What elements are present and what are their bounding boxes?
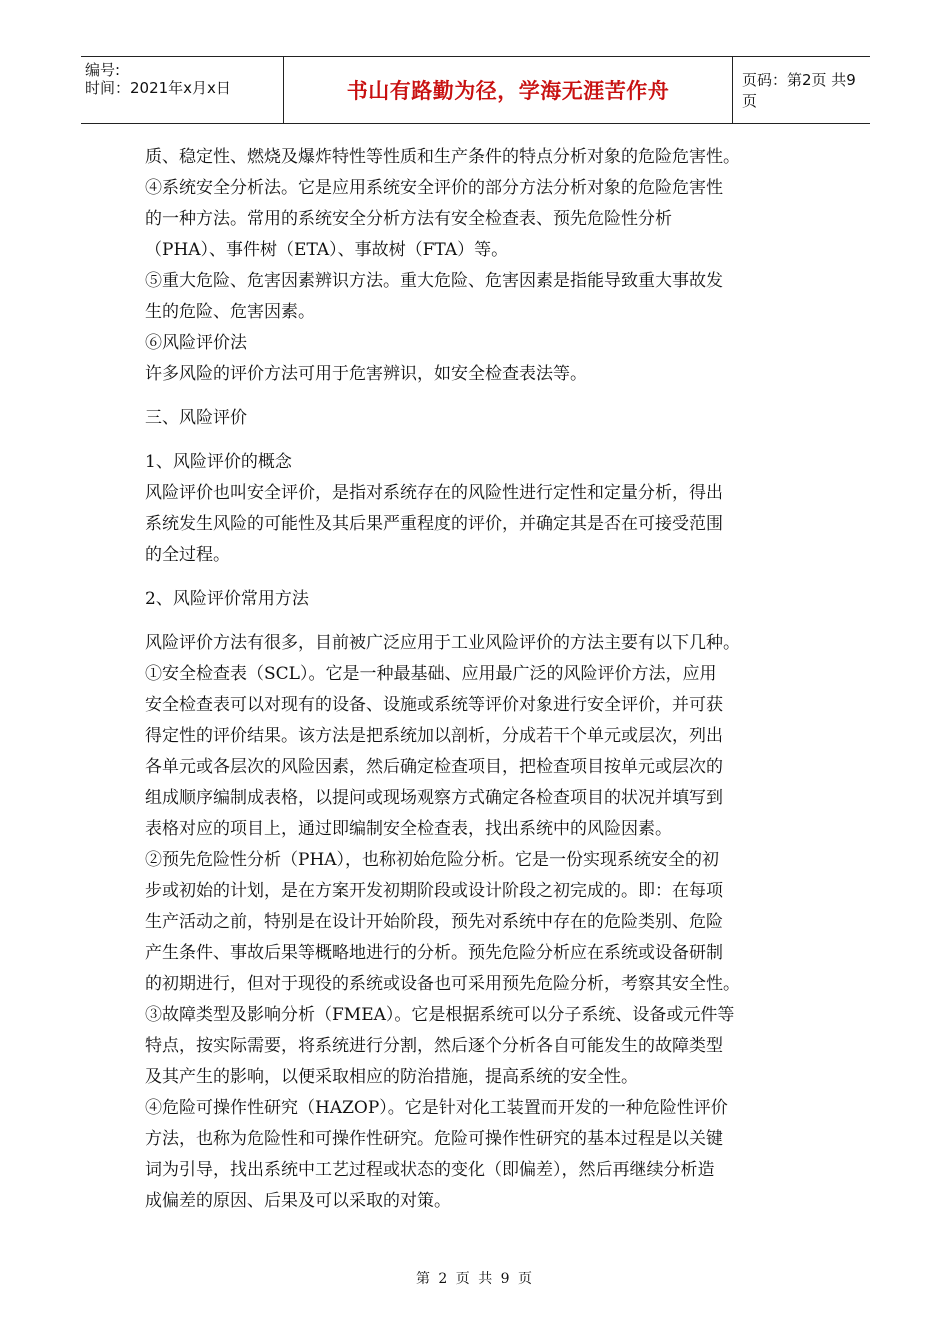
document-body: [145, 142, 825, 1217]
text-line: ③故障类型及影响分析（FMEA）。它是根据系统可以分子系统、设备或元件等: [145, 1005, 735, 1025]
text-line: 的初期进行，但对于现役的系统或设备也可采用预先危险分析，考察其安全性。: [145, 974, 740, 994]
page-footer: 第 2 页 共 9 页: [415, 1271, 535, 1287]
header-motto: 书山有路勤为径，学海无涯苦作舟: [346, 79, 670, 103]
page-header: [81, 56, 870, 124]
text-line: 质、稳定性、燃烧及爆炸特性等性质和生产条件的特点分析对象的危险危害性。: [145, 147, 740, 167]
subsection-heading: 2、风险评价常用方法: [145, 589, 309, 609]
text-line: 及其产生的影响，以便采取相应的防治措施，提高系统的安全性。: [145, 1067, 638, 1087]
text-line: ①安全检查表（SCL）。它是一种最基础、应用最广泛的风险评价方法，应用: [145, 664, 717, 684]
section-heading: 三、风险评价: [145, 408, 247, 428]
text-line: 表格对应的项目上，通过即编制安全检查表，找出系统中的风险因素。: [145, 819, 672, 839]
text-line: 生的危险、危害因素。: [145, 302, 315, 322]
text-line: ⑥风险评价法: [145, 333, 247, 353]
text-line: 成偏差的原因、后果及可以采取的对策。: [145, 1191, 451, 1211]
header-page-label: 页码：第2页 共9页: [742, 71, 856, 110]
text-line: ④危险可操作性研究（HAZOP）。它是针对化工装置而开发的一种危险性评价: [145, 1098, 728, 1118]
document-date-label: 时间：2021年x月x日: [85, 79, 231, 97]
text-line: 得定性的评价结果。该方法是把系统加以剖析，分成若干个单元或层次，列出: [145, 726, 723, 746]
text-line: 特点，按实际需要，将系统进行分割，然后逐个分析各自可能发生的故障类型: [145, 1036, 723, 1056]
text-line: 风险评价也叫安全评价，是指对系统存在的风险性进行定性和定量分析，得出: [145, 483, 723, 503]
header-motto-cell: [283, 57, 733, 123]
text-line: 词为引导，找出系统中工艺过程或状态的变化（即偏差），然后再继续分析造: [145, 1160, 715, 1180]
text-line: 安全检查表可以对现有的设备、设施或系统等评价对象进行安全评价，并可获: [145, 695, 723, 715]
header-meta: [81, 57, 283, 123]
document-code-label: 编号:: [85, 61, 121, 79]
text-line: 各单元或各层次的风险因素，然后确定检查项目，把检查项目按单元或层次的: [145, 757, 723, 777]
text-line: ④系统安全分析法。它是应用系统安全评价的部分方法分析对象的危险危害性: [145, 178, 723, 198]
text-line: 许多风险的评价方法可用于危害辨识，如安全检查表法等。: [145, 364, 587, 384]
text-line: 系统发生风险的可能性及其后果严重程度的评价，并确定其是否在可接受范围: [145, 514, 723, 534]
text-line: （PHA）、事件树（ETA）、事故树（FTA）等。: [145, 240, 509, 260]
text-line: 生产活动之前，特别是在设计开始阶段，预先对系统中存在的危险类别、危险: [145, 912, 723, 932]
text-line: 产生条件、事故后果等概略地进行的分析。预先危险分析应在系统或设备研制: [145, 943, 723, 963]
text-line: 步或初始的计划，是在方案开发初期阶段或设计阶段之初完成的。即：在每项: [145, 881, 723, 901]
text-line: 方法，也称为危险性和可操作性研究。危险可操作性研究的基本过程是以关键: [145, 1129, 723, 1149]
text-line: 的一种方法。常用的系统安全分析方法有安全检查表、预先危险性分析: [145, 209, 672, 229]
subsection-heading: 1、风险评价的概念: [145, 452, 292, 472]
header-page-cell: [733, 57, 870, 123]
text-line: ⑤重大危险、危害因素辨识方法。重大危险、危害因素是指能导致重大事故发: [145, 271, 723, 291]
text-line: 的全过程。: [145, 545, 230, 565]
text-line: 风险评价方法有很多，目前被广泛应用于工业风险评价的方法主要有以下几种。: [145, 633, 740, 653]
text-line: ②预先危险性分析（PHA），也称初始危险分析。它是一份实现系统安全的初: [145, 850, 720, 870]
text-line: 组成顺序编制成表格，以提问或现场观察方式确定各检查项目的状况并填写到: [145, 788, 723, 808]
